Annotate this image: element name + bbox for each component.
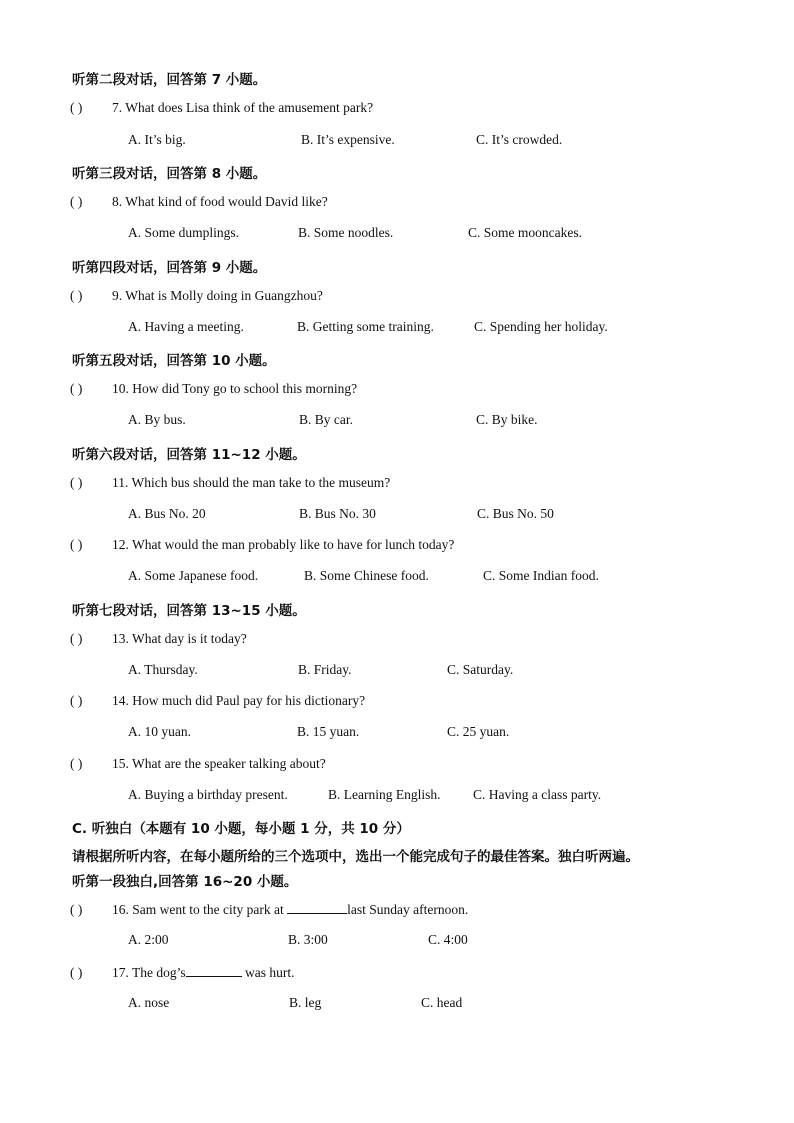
- section-heading-6: 听第六段对话，回答第 11~12 小题。: [72, 447, 306, 463]
- option-a: A. Some dumplings.: [128, 225, 240, 240]
- answer-paren[interactable]: ( ): [70, 965, 83, 980]
- option-b: B. Bus No. 30: [299, 506, 376, 521]
- question-text-post: was hurt.: [241, 965, 295, 980]
- option-b: B. 3:00: [288, 932, 328, 947]
- part-c-heading: C. 听独白（本题有 10 小题，每小题 1 分，共 10 分）: [72, 821, 410, 837]
- section-heading-5: 听第五段对话，回答第 10 小题。: [72, 353, 276, 369]
- option-a: A. Thursday.: [128, 662, 198, 677]
- option-c: C. 25 yuan.: [447, 724, 510, 739]
- answer-paren[interactable]: ( ): [70, 194, 83, 209]
- option-b: B. It’s expensive.: [301, 132, 395, 147]
- option-b: B. leg: [289, 995, 322, 1010]
- answer-blank[interactable]: [186, 964, 242, 977]
- section-heading-2: 听第二段对话，回答第 7 小题。: [72, 72, 267, 88]
- question-13: [70, 631, 247, 647]
- option-c: C. Saturday.: [447, 662, 514, 677]
- option-c: C. Having a class party.: [473, 787, 602, 802]
- option-c: C. head: [421, 995, 463, 1010]
- question-9: [70, 288, 323, 304]
- option-b: B. By car.: [299, 412, 353, 427]
- question-text: 7. What does Lisa think of the amusement park?: [112, 100, 374, 115]
- option-a: A. Some Japanese food.: [128, 568, 259, 583]
- question-text: 15. What are the speaker talking about?: [112, 756, 326, 771]
- section-heading-7: 听第七段对话，回答第 13~15 小题。: [72, 603, 306, 619]
- question-text: 9. What is Molly doing in Guangzhou?: [112, 288, 323, 303]
- option-b: B. Friday.: [298, 662, 352, 677]
- answer-paren[interactable]: ( ): [70, 475, 83, 490]
- question-text-post: last Sunday afternoon.: [347, 902, 469, 917]
- answer-paren[interactable]: ( ): [70, 288, 83, 303]
- part-c-instruction: 请根据所听内容，在每小题所给的三个选项中，选出一个能完成句子的最佳答案。独白听两遍。: [72, 849, 639, 865]
- option-b: B. Some noodles.: [298, 225, 394, 240]
- question-text: 11. Which bus should the man take to the museum?: [112, 475, 391, 490]
- option-c: C. Spending her holiday.: [474, 319, 608, 334]
- answer-blank[interactable]: [287, 901, 347, 914]
- option-c: C. 4:00: [428, 932, 468, 947]
- question-12: [70, 537, 454, 553]
- question-14: [70, 693, 365, 709]
- question-text-pre: 16. Sam went to the city park at: [112, 902, 288, 917]
- question-8: [70, 194, 328, 210]
- question-text: 12. What would the man probably like to have for lunch today?: [112, 537, 455, 552]
- option-a: A. Having a meeting.: [128, 319, 244, 334]
- answer-paren[interactable]: ( ): [70, 902, 83, 917]
- question-7: [70, 100, 373, 116]
- option-c: C. Some mooncakes.: [468, 225, 582, 240]
- question-text: 8. What kind of food would David like?: [112, 194, 328, 209]
- option-c: C. It’s crowded.: [476, 132, 563, 147]
- option-b: B. Learning English.: [328, 787, 441, 802]
- question-15: [70, 756, 326, 772]
- option-a: A. 2:00: [128, 932, 169, 947]
- section-heading-4: 听第四段对话，回答第 9 小题。: [72, 260, 267, 276]
- answer-paren[interactable]: ( ): [70, 537, 83, 552]
- question-16: [70, 901, 468, 918]
- question-text-pre: 17. The dog’s: [112, 965, 186, 980]
- section-heading-3: 听第三段对话，回答第 8 小题。: [72, 166, 267, 182]
- question-text: 14. How much did Paul pay for his dictionary?: [112, 693, 366, 708]
- option-a: A. 10 yuan.: [128, 724, 191, 739]
- monologue-heading-1: 听第一段独白,回答第 16~20 小题。: [72, 874, 298, 890]
- answer-paren[interactable]: ( ): [70, 756, 83, 771]
- option-c: C. Some Indian food.: [483, 568, 599, 583]
- answer-paren[interactable]: ( ): [70, 100, 83, 115]
- option-a: A. It’s big.: [128, 132, 186, 147]
- question-text: 10. How did Tony go to school this morning?: [112, 381, 358, 396]
- question-17: [70, 964, 295, 981]
- option-b: B. 15 yuan.: [297, 724, 360, 739]
- option-c: C. Bus No. 50: [477, 506, 554, 521]
- option-c: C. By bike.: [476, 412, 538, 427]
- answer-paren[interactable]: ( ): [70, 381, 83, 396]
- question-text: 13. What day is it today?: [112, 631, 247, 646]
- option-a: A. nose: [128, 995, 170, 1010]
- question-11: [70, 475, 390, 491]
- question-10: [70, 381, 357, 397]
- answer-paren[interactable]: ( ): [70, 693, 83, 708]
- option-a: A. Buying a birthday present.: [128, 787, 288, 802]
- option-b: B. Some Chinese food.: [304, 568, 429, 583]
- option-a: A. Bus No. 20: [128, 506, 206, 521]
- answer-paren[interactable]: ( ): [70, 631, 83, 646]
- option-b: B. Getting some training.: [297, 319, 434, 334]
- option-a: A. By bus.: [128, 412, 186, 427]
